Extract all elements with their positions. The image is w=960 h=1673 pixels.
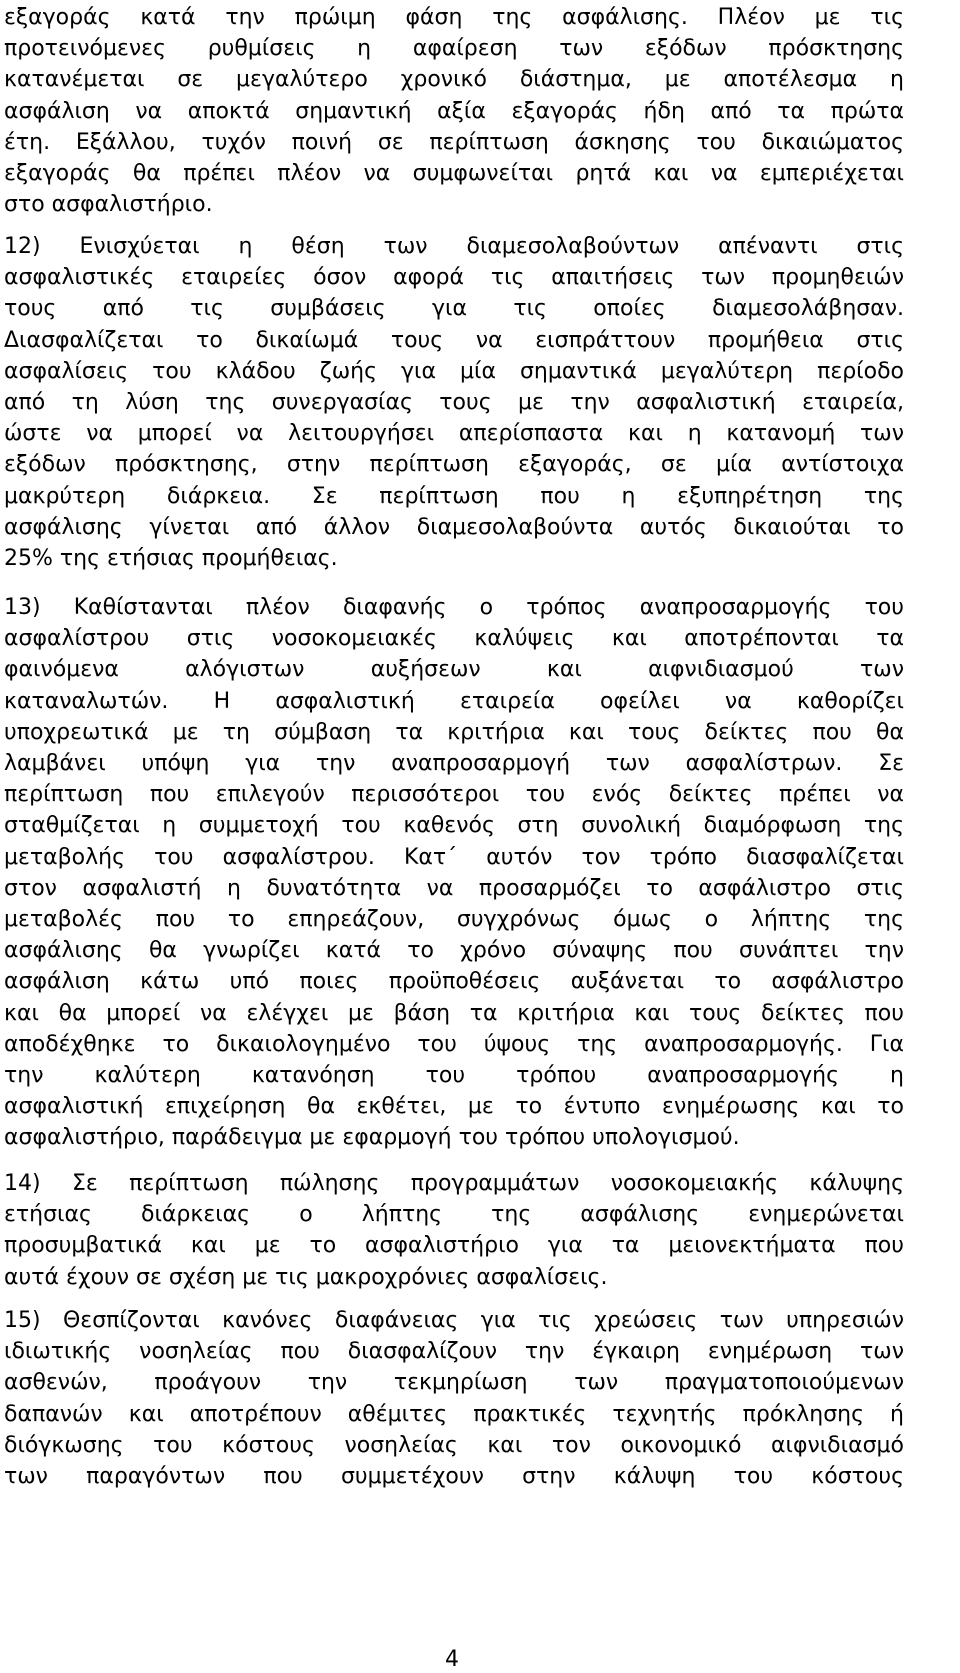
text-line: στον ασφαλιστή η δυνατότητα να προσαρμόζει το ασφάλιστρο στις bbox=[4, 875, 904, 901]
text-line: των παραγόντων που συμμετέχουν στην κάλυψη του κόστους bbox=[4, 1464, 904, 1490]
text-line: ασφάλισης θα γνωρίζει κατά το χρόνο σύναψης που συνάπτει την bbox=[4, 938, 904, 964]
text-line: ασφαλίσεις του κλάδου ζωής για μία σημαντικά μεγαλύτερη περίοδο bbox=[4, 358, 904, 384]
text-line: φαινόμενα αλόγιστων αυξήσεων και αιφνιδιασμού των bbox=[4, 657, 904, 683]
text-line: ασφαλίστρου στις νοσοκομειακές καλύψεις και αποτρέπονται τα bbox=[4, 626, 904, 652]
text-line: προτεινόμενες ρυθμίσεις η αφαίρεση των εξόδων πρόσκτησης bbox=[4, 36, 904, 62]
text-line: κατανέμεται σε μεγαλύτερο χρονικό διάστημα, με αποτέλεσμα η bbox=[4, 67, 904, 93]
text-line: ετήσιας διάρκειας ο λήπτης της ασφάλισης ενημερώνεται bbox=[4, 1202, 904, 1228]
text-line: αποδέχθηκε το δικαιολογημένο του ύψους της αναπροσαρμογής. Για bbox=[4, 1031, 904, 1057]
paragraph-item-15 bbox=[4, 1305, 904, 1492]
text-line: ασφαλιστήριο, παράδειγμα με εφαρμογή του τρόπου υπολογισμού. bbox=[4, 1125, 740, 1151]
text-line: ασφάλισης γίνεται από άλλον διαμεσολαβούντα αυτός δικαιούται το bbox=[4, 514, 904, 540]
text-line: ώστε να μπορεί να λειτουργήσει απερίσπαστα και η κατανομή των bbox=[4, 421, 904, 447]
text-line: ασφαλιστικές εταιρείες όσον αφορά τις απαιτήσεις των προμηθειών bbox=[4, 265, 904, 291]
text-line: υποχρεωτικά με τη σύμβαση τα κριτήρια και τους δείκτες που θα bbox=[4, 719, 904, 745]
text-line: την καλύτερη κατανόηση του τρόπου αναπροσαρμογής η bbox=[4, 1063, 904, 1089]
text-line: αυτά έχουν σε σχέση με τις μακροχρόνιες ασφαλίσεις. bbox=[4, 1264, 608, 1290]
text-line: σταθμίζεται η συμμετοχή του καθενός στη συνολική διαμόρφωση της bbox=[4, 813, 904, 839]
text-line: τους από τις συμβάσεις για τις οποίες διαμεσολάβησαν. bbox=[4, 296, 904, 322]
text-line: μεταβολές που το επηρεάζουν, συγχρόνως όμως ο λήπτης της bbox=[4, 907, 904, 933]
paragraph-item-14 bbox=[4, 1168, 904, 1293]
text-line: προσυμβατικά και με το ασφαλιστήριο για τα μειονεκτήματα που bbox=[4, 1233, 904, 1259]
text-line: 13) Καθίστανται πλέον διαφανής ο τρόπος αναπροσαρμογής του bbox=[4, 595, 904, 620]
text-line: ασφαλιστική επιχείρηση θα εκθέτει, με το έντυπο ενημέρωσης και το bbox=[4, 1094, 904, 1120]
text-line: Διασφαλίζεται το δικαίωμά τους να εισπράττουν προμήθεια στις bbox=[4, 327, 904, 353]
text-line: 25% της ετήσιας προμήθειας. bbox=[4, 546, 338, 572]
paragraph-item-13 bbox=[4, 592, 904, 1154]
text-line: περίπτωση που επιλεγούν περισσότεροι του ενός δείκτες πρέπει να bbox=[4, 782, 904, 808]
text-line: 15) Θεσπίζονται κανόνες διαφάνειας για τις χρεώσεις των υπηρεσιών bbox=[4, 1308, 904, 1333]
text-line: καταναλωτών. Η ασφαλιστική εταιρεία οφείλει να καθορίζει bbox=[4, 688, 904, 714]
text-line: ασθενών, προάγουν την τεκμηρίωση των πραγματοποιούμενων bbox=[4, 1370, 904, 1396]
text-line: εξαγοράς κατά την πρώιμη φάση της ασφάλισης. Πλέον με τις bbox=[4, 5, 904, 30]
text-line: από τη λύση της συνεργασίας τους με την ασφαλιστική εταιρεία, bbox=[4, 390, 904, 416]
paragraph-item-12 bbox=[4, 231, 904, 574]
text-line: εξόδων πρόσκτησης, στην περίπτωση εξαγοράς, σε μία αντίστοιχα bbox=[4, 452, 904, 478]
text-line: μεταβολής του ασφαλίστρου. Κατ΄ αυτόν τον τρόπο διασφαλίζεται bbox=[4, 844, 904, 870]
page-number: 4 bbox=[445, 1647, 459, 1672]
text-line: 14) Σε περίπτωση πώλησης προγραμμάτων νοσοκομειακής κάλυψης bbox=[4, 1171, 904, 1196]
text-line: ιδιωτικής νοσηλείας που διασφαλίζουν την έγκαιρη ενημέρωση των bbox=[4, 1339, 904, 1365]
text-line: εξαγοράς θα πρέπει πλέον να συμφωνείται ρητά και να εμπεριέχεται bbox=[4, 161, 904, 187]
text-line: διόγκωσης του κόστους νοσηλείας και τον οικονομικό αιφνιδιασμό bbox=[4, 1432, 904, 1458]
text-line: ασφάλιση να αποκτά σημαντική αξία εξαγοράς ήδη από τα πρώτα bbox=[4, 98, 904, 124]
text-line: έτη. Εξάλλου, τυχόν ποινή σε περίπτωση άσκησης του δικαιώματος bbox=[4, 129, 904, 155]
text-line: δαπανών και αποτρέπουν αθέμιτες πρακτικές τεχνητής πρόκλησης ή bbox=[4, 1401, 904, 1427]
text-line: ασφάλιση κάτω υπό ποιες προϋποθέσεις αυξάνεται το ασφάλιστρο bbox=[4, 969, 904, 995]
text-line: στο ασφαλιστήριο. bbox=[4, 192, 213, 218]
paragraph-surrender-value bbox=[4, 2, 904, 220]
text-line: 12) Ενισχύεται η θέση των διαμεσολαβούντων απέναντι στις bbox=[4, 234, 904, 259]
text-line: μακρύτερη διάρκεια. Σε περίπτωση που η εξυπηρέτηση της bbox=[4, 483, 904, 509]
text-line: λαμβάνει υπόψη για την αναπροσαρμογή των ασφαλίστρων. Σε bbox=[4, 751, 904, 777]
text-line: και θα μπορεί να ελέγχει με βάση τα κριτήρια και τους δείκτες που bbox=[4, 1000, 904, 1026]
